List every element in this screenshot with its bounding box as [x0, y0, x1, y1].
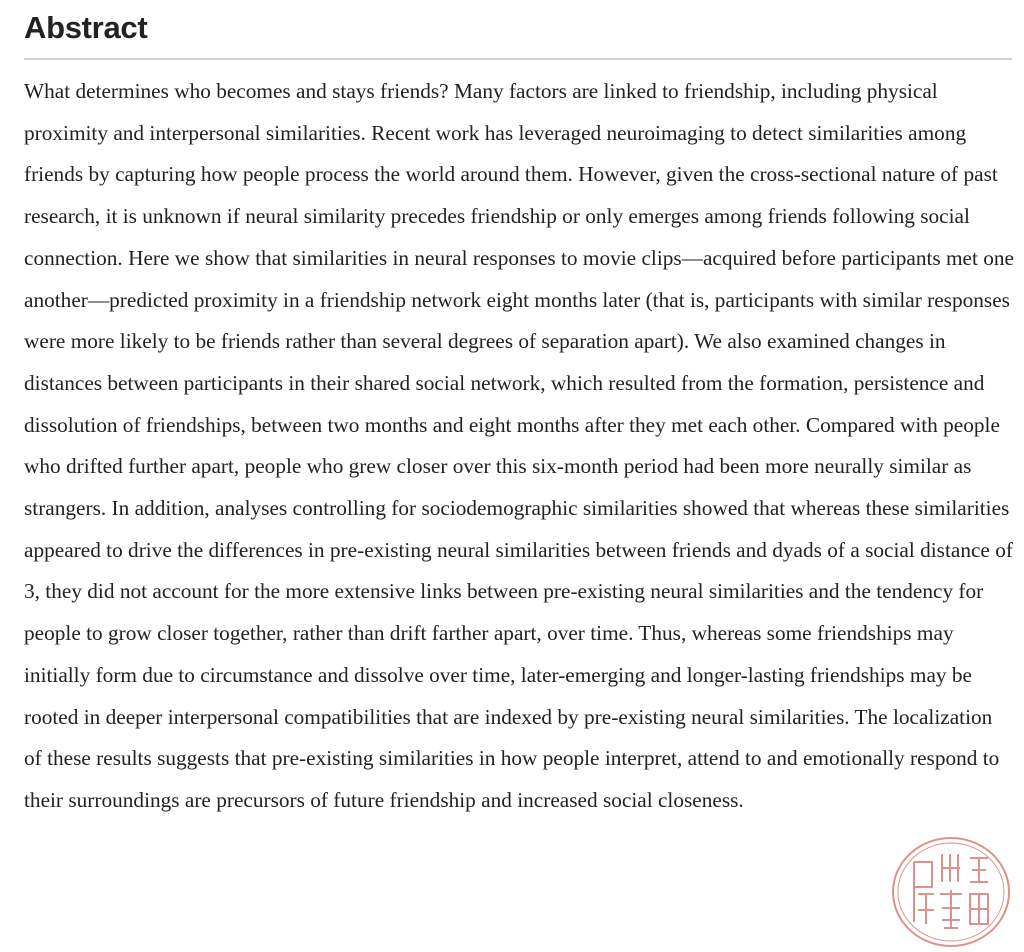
seal-stamp-watermark — [884, 832, 1018, 950]
abstract-heading: Abstract — [24, 10, 148, 45]
heading-divider — [24, 58, 1012, 60]
abstract-paragraph: What determines who becomes and stays friends? Many factors are linked to friendship, including physical proximity and interpersonal similarities. Recent work has leveraged neuroimaging to detect similarities among friends by capturing how people process the world around them. However, given the cross-sectional nature of past research, it is unknown if neural similarity precedes friendship or only emerges among friends following social connection. Here we show that similarities in neural responses to movie clips—acquired before participants met one another—predicted proximity in a friendship network eight months later (that is, participants with similar responses were more likely to be friends rather than several degrees of separation apart). We also examined changes in distances between participants in their shared social network, which resulted from the formation, persistence and dissolution of friendships, between two months and eight months after they met each other. Compared with people who drifted further apart, people who grew closer over this six-month period had been more neurally similar as strangers. In addition, analyses controlling for sociodemographic similarities showed that whereas these similarities appeared to drive the differences in pre-existing neural similarities between friends and dyads of a social distance of 3, they did not account for the more extensive links between pre-existing neural similarities and the tendency for people to grow closer together, rather than drift farther apart, over time. Thus, whereas some friendships may initially form due to circumstance and dissolve over time, later-emerging and longer-lasting friendships may be rooted in deeper interpersonal compatibilities that are indexed by pre-existing neural similarities. The localization of these results suggests that pre-existing similarities in how people interpret, attend to and emotionally respond to their surroundings are precursors of future friendship and increased social closeness. — [24, 79, 1015, 812]
